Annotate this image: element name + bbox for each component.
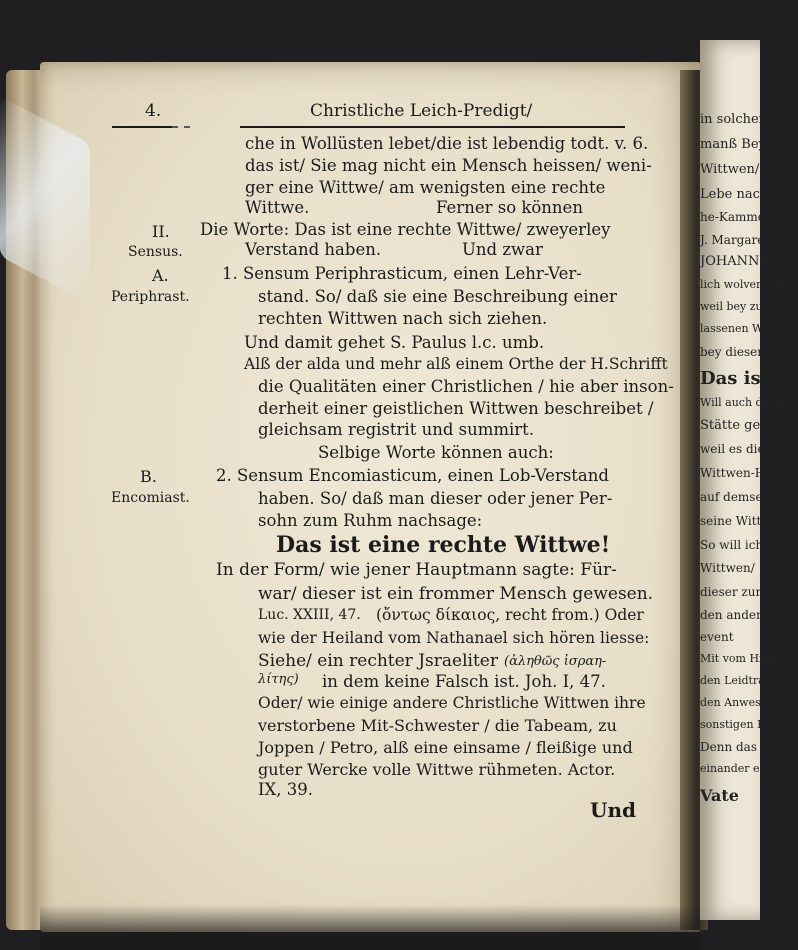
text-line: Joppen / Petro, alß eine einsame / fleißige und xyxy=(258,738,633,757)
facing-page xyxy=(700,40,798,920)
facing-line: Stätte ge xyxy=(700,418,761,433)
text-line: che in Wollüsten lebet/die ist lebendig todt. v. 6. xyxy=(245,134,649,153)
text-line: Und zwar xyxy=(462,240,543,259)
facing-line: einander einer f xyxy=(700,762,790,775)
facing-line: dieser zum xyxy=(700,585,767,599)
facing-line: Vate xyxy=(700,786,739,805)
margin-note: Periphrast. xyxy=(111,289,190,305)
running-title: Christliche Leich-Predigt/ xyxy=(310,101,533,121)
facing-line: Lebe nach z xyxy=(700,187,780,202)
greek-text: (ἀληθῶς ἰσραη- xyxy=(504,654,607,669)
facing-line: J. Margarethe xyxy=(700,233,785,247)
text-line: Siehe/ ein rechter Jsraeliter xyxy=(258,651,498,671)
text-line: Und damit gehet S. Paulus l.c. umb. xyxy=(244,333,545,352)
page-number: 4. xyxy=(145,101,162,121)
text-line: war/ dieser ist ein frommer Mensch gewesen. xyxy=(258,584,654,604)
text-line: guter Wercke volle Wittwe rühmeten. Actor. xyxy=(258,760,616,779)
text-line: Die Worte: Das ist eine rechte Wittwe/ zweyerley xyxy=(200,220,611,239)
text-line: verstorbene Mit-Schwester / die Tabeam, zu xyxy=(258,716,617,735)
text-line: 1. Sensum Periphrasticum, einen Lehr-Ver- xyxy=(222,264,582,283)
facing-line: bey dieser G xyxy=(700,345,777,359)
margin-note: Encomiast. xyxy=(111,490,190,506)
text-line: wie der Heiland vom Nathanael sich hören liesse: xyxy=(258,629,650,647)
facing-line: weil bey zu S. Ma xyxy=(700,300,798,313)
facing-line: Denn das wolle xyxy=(700,740,794,754)
facing-line: den ander xyxy=(700,608,762,622)
facing-line: Wittwen/ w xyxy=(700,162,775,177)
margin-note: A. xyxy=(152,266,169,285)
text-line: die Qualitäten einer Christlichen / hie aber inson- xyxy=(258,377,674,396)
facing-line: Das is xyxy=(700,368,761,389)
margin-note: B. xyxy=(140,467,157,486)
facing-line: auf demselbe xyxy=(700,490,782,504)
facing-line: lich wolverdiente xyxy=(700,278,797,291)
text-line: Ferner so können xyxy=(436,198,583,217)
facing-line: So will ich a xyxy=(700,538,775,552)
text-line: das ist/ Sie mag nicht ein Mensch heissen/ weni- xyxy=(245,156,652,175)
facing-line: seine Wittw xyxy=(700,514,772,528)
facing-line: manß Beyst xyxy=(700,137,778,152)
text-line: (ὄντως δίκαιος, recht from.) Oder xyxy=(376,606,644,624)
text-line: haben. So/ daß man dieser oder jener Per- xyxy=(258,489,613,508)
emphasis-line: Das ist eine rechte Wittwe! xyxy=(276,532,611,558)
text-line: in dem keine Falsch ist. Joh. I, 47. xyxy=(322,672,606,691)
facing-line: JOHANNIS xyxy=(700,254,774,269)
text-line: sohn zum Ruhm nachsage: xyxy=(258,511,483,530)
facing-line: den Anwesenden xyxy=(700,696,795,709)
header-rule xyxy=(172,126,190,129)
text-line: IX, 39. xyxy=(258,780,313,799)
text-line: stand. So/ daß sie eine Beschreibung einer xyxy=(258,287,617,306)
facing-line: event xyxy=(700,630,734,644)
facing-line: in solcher M xyxy=(700,112,783,127)
facing-line: lassenen Wittwe xyxy=(700,322,792,335)
facing-line: Will auch darum xyxy=(700,396,792,409)
facing-line: Wittwen/ xyxy=(700,561,755,575)
margin-note: II. xyxy=(152,222,170,241)
facing-line: Wittwen-H xyxy=(700,466,766,480)
catchword: Und xyxy=(590,798,636,822)
text-line: In der Form/ wie jener Hauptmann sagte: Für- xyxy=(216,560,617,580)
greek-text: λίτης) xyxy=(258,672,299,687)
text-line: 2. Sensum Encomiasticum, einen Lob-Verstand xyxy=(216,466,609,485)
bottom-shadow xyxy=(40,905,700,950)
header-rule xyxy=(112,126,172,128)
facing-line: sonstigen Erqvic xyxy=(700,718,794,731)
facing-line: weil es die E xyxy=(700,442,778,456)
facing-line: den Leidtragend xyxy=(700,674,793,687)
text-line: rechten Wittwen nach sich ziehen. xyxy=(258,309,548,328)
text-line: ger eine Wittwe/ am wenigsten eine rechte xyxy=(245,178,606,197)
text-line: Verstand haben. xyxy=(245,240,382,259)
text-line: Oder/ wie einige andere Christliche Wittwen ihre xyxy=(258,694,646,712)
header-rule xyxy=(240,126,625,128)
text-line: Wittwe. xyxy=(245,198,310,217)
text-line: Luc. XXIII, 47. xyxy=(258,607,361,623)
text-line: Alß der alda und mehr alß einem Orthe der H.Schrifft xyxy=(244,355,668,373)
text-line: derheit einer geistlichen Wittwen beschreibet / xyxy=(258,399,654,418)
facing-line: Mit vom Himm xyxy=(700,652,784,665)
facing-line: he-Kammer xyxy=(700,210,771,224)
text-line: gleichsam registrit und summirt. xyxy=(258,420,535,439)
text-line: Selbige Worte können auch: xyxy=(318,443,554,462)
margin-note: Sensus. xyxy=(128,244,183,260)
